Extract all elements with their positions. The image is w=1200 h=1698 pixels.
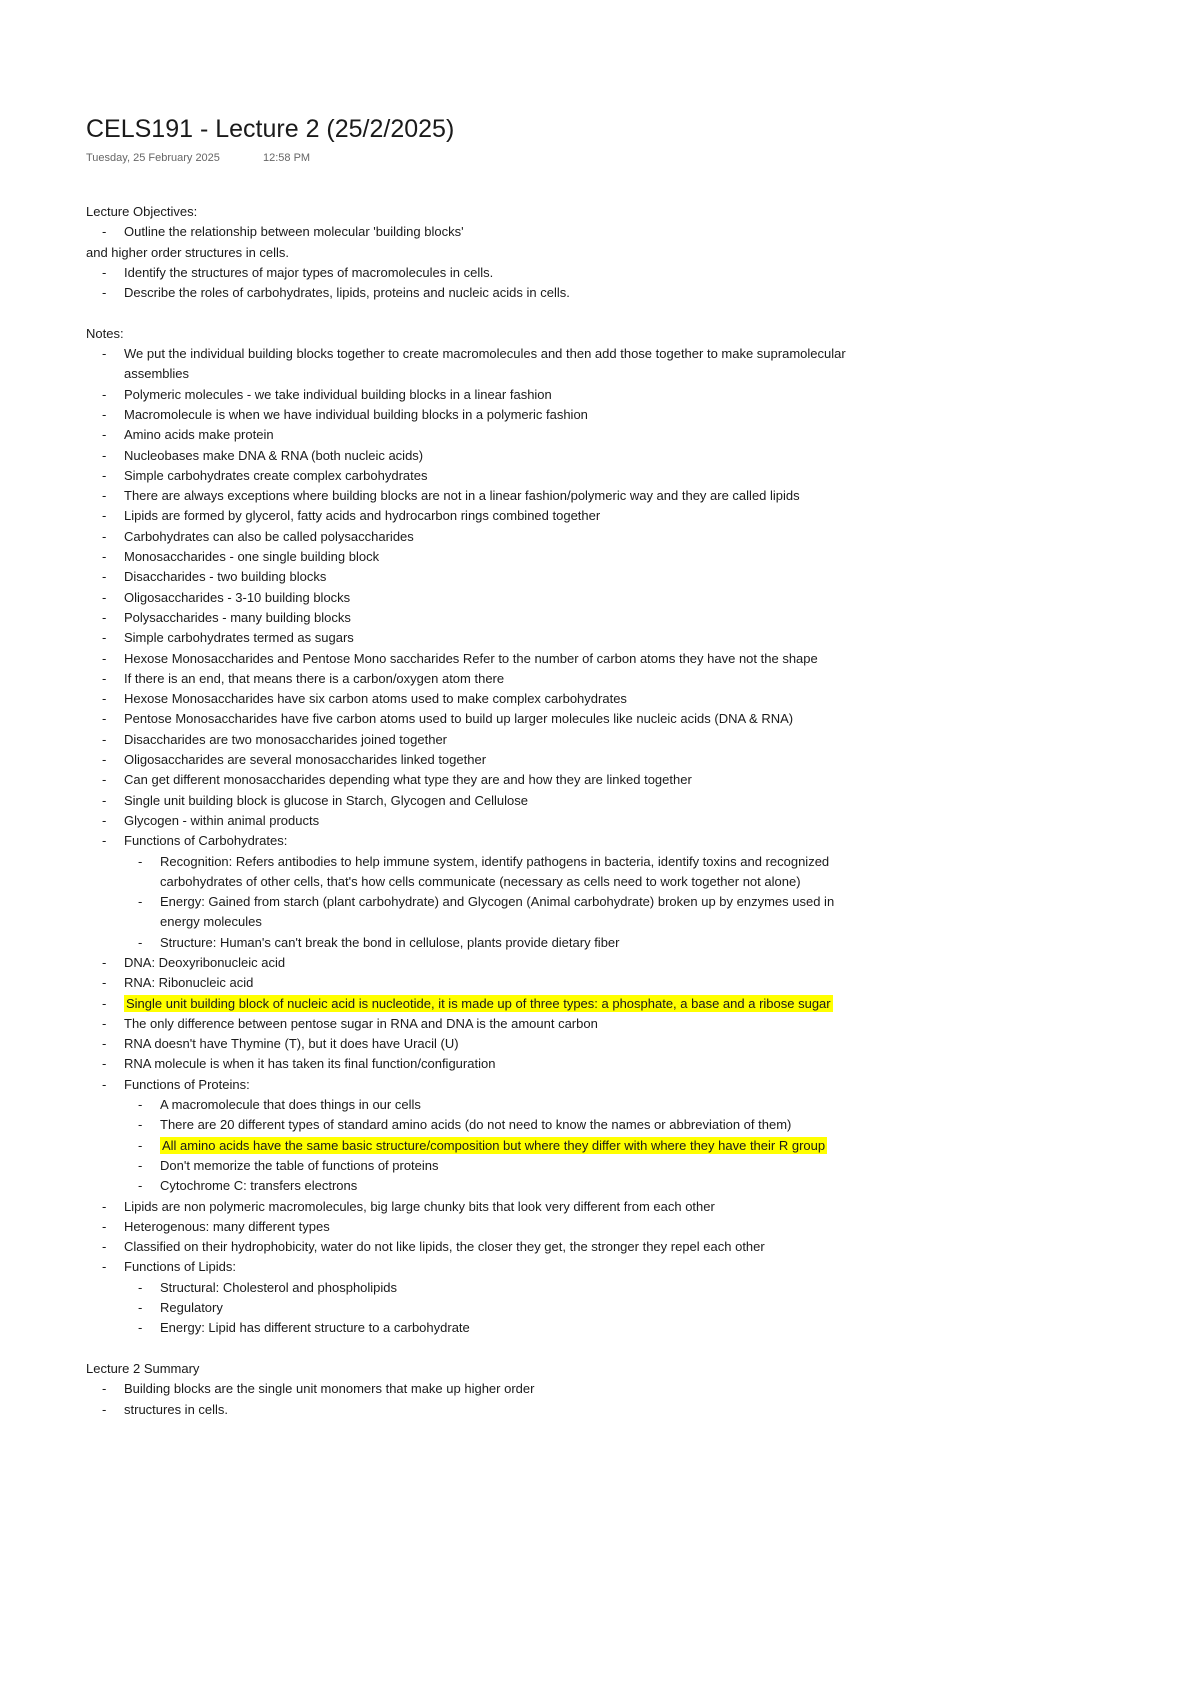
note-timestamp: [86, 152, 866, 168]
notes-list: [86, 344, 866, 851]
notes-list-3: [86, 1197, 866, 1278]
objectives-list: [86, 222, 866, 242]
list-item: - Single unit building block is glucose in Starch, Glycogen and Cellulose: [86, 791, 866, 811]
list-item: - The only difference between pentose sugar in RNA and DNA is the amount carbon: [86, 1014, 866, 1034]
list-item: - If there is an end, that means there is a carbon/oxygen atom there: [86, 669, 866, 689]
list-item: - Lipids are non polymeric macromolecules, big large chunky bits that look very different from each other: [86, 1197, 866, 1217]
list-item: - Carbohydrates can also be called polysaccharides: [86, 527, 866, 547]
note-time: 12:58 PM: [262, 152, 311, 164]
list-item: - We put the individual building blocks together to create macromolecules and then add those together to make supramolecular assemblies: [86, 344, 866, 385]
list-item: - Heterogenous: many different types: [86, 1217, 866, 1237]
carb-functions-list: [86, 852, 866, 953]
list-item-highlighted: [86, 994, 866, 1014]
list-item: - Don't memorize the table of functions of proteins: [86, 1156, 866, 1176]
list-item-highlighted: [86, 1136, 866, 1156]
list-item: - Outline the relationship between molecular 'building blocks': [86, 222, 866, 242]
list-item: - Pentose Monosaccharides have five carbon atoms used to build up larger molecules like nucleic acids (DNA & RNA): [86, 709, 866, 729]
list-item: - Polysaccharides - many building blocks: [86, 608, 866, 628]
summary-list: [86, 1379, 866, 1420]
list-item: - Identify the structures of major types of macromolecules in cells.: [86, 263, 866, 283]
notes-list-2: [86, 953, 866, 1095]
list-item: - DNA: Deoxyribonucleic acid: [86, 953, 866, 973]
objectives-list-2: [86, 263, 866, 304]
highlighted-text: All amino acids have the same basic structure/composition but where they differ with where they have their R group: [162, 1137, 826, 1153]
list-item: - Recognition: Refers antibodies to help immune system, identify pathogens in bacteria, identify toxins and recognized carbohydrates of other cells, that's how cells communicate (necessary as cells need to work together not alone): [86, 852, 866, 893]
list-item: - Hexose Monosaccharides have six carbon atoms used to make complex carbohydrates: [86, 689, 866, 709]
list-item: - Hexose Monosaccharides and Pentose Mono saccharides Refer to the number of carbon atoms they have not the shape: [86, 649, 866, 669]
list-item: - Energy: Gained from starch (plant carbohydrate) and Glycogen (Animal carbohydrate) broken up by enzymes used in energy molecules: [86, 892, 866, 933]
list-item: - Simple carbohydrates termed as sugars: [86, 628, 866, 648]
list-item: - Classified on their hydrophobicity, water do not like lipids, the closer they get, the stronger they repel each other: [86, 1237, 866, 1257]
list-item: - Nucleobases make DNA & RNA (both nucleic acids): [86, 446, 866, 466]
list-item: - Functions of Lipids:: [86, 1257, 866, 1277]
list-item: - Oligosaccharides are several monosaccharides linked together: [86, 750, 866, 770]
list-item: - Lipids are formed by glycerol, fatty acids and hydrocarbon rings combined together: [86, 506, 866, 526]
note-page: [86, 112, 866, 1420]
list-item: - Cytochrome C: transfers electrons: [86, 1176, 866, 1196]
highlighted-text: Single unit building block of nucleic acid is nucleotide, it is made up of three types: a phosphate, a base and a ribose sugar: [126, 995, 831, 1011]
list-item: - structures in cells.: [86, 1400, 866, 1420]
list-item: - Structure: Human's can't break the bond in cellulose, plants provide dietary fiber: [86, 933, 866, 953]
list-item: - Oligosaccharides - 3-10 building blocks: [86, 588, 866, 608]
list-item: - RNA molecule is when it has taken its final function/configuration: [86, 1054, 866, 1074]
lipid-functions-list: [86, 1278, 866, 1339]
list-item: - Energy: Lipid has different structure to a carbohydrate: [86, 1318, 866, 1338]
list-item: - Building blocks are the single unit monomers that make up higher order: [86, 1379, 866, 1399]
summary-heading: Lecture 2 Summary: [86, 1360, 200, 1376]
list-item: - A macromolecule that does things in our cells: [86, 1095, 866, 1115]
list-item: - Polymeric molecules - we take individual building blocks in a linear fashion: [86, 385, 866, 405]
list-item: - Disaccharides - two building blocks: [86, 567, 866, 587]
notes-heading: Notes:: [86, 325, 124, 341]
list-item: - Structural: Cholesterol and phospholipids: [86, 1278, 866, 1298]
note-date: Tuesday, 25 February 2025: [86, 152, 220, 164]
list-item: - Monosaccharides - one single building block: [86, 547, 866, 567]
list-item: - Regulatory: [86, 1298, 866, 1318]
list-item: - Can get different monosaccharides depending what type they are and how they are linked together: [86, 770, 866, 790]
protein-functions-list: [86, 1095, 866, 1196]
list-item: - Amino acids make protein: [86, 425, 866, 445]
list-item: - There are 20 different types of standard amino acids (do not need to know the names or abbreviation of them): [86, 1115, 866, 1135]
list-item: - Disaccharides are two monosaccharides joined together: [86, 730, 866, 750]
list-item: - There are always exceptions where building blocks are not in a linear fashion/polymeric way and they are called lipids: [86, 486, 866, 506]
list-item: - Simple carbohydrates create complex carbohydrates: [86, 466, 866, 486]
objectives-continuation: and higher order structures in cells.: [86, 244, 290, 260]
list-item: - Macromolecule is when we have individual building blocks in a polymeric fashion: [86, 405, 866, 425]
list-item: - RNA: Ribonucleic acid: [86, 973, 866, 993]
page-title: CELS191 - Lecture 2 (25/2/2025): [86, 115, 455, 143]
list-item: - Glycogen - within animal products: [86, 811, 866, 831]
list-item: - Describe the roles of carbohydrates, lipids, proteins and nucleic acids in cells.: [86, 283, 866, 303]
list-item: - Functions of Proteins:: [86, 1075, 866, 1095]
list-item: - Functions of Carbohydrates:: [86, 831, 866, 851]
note-body: [86, 202, 866, 1420]
list-item: - RNA doesn't have Thymine (T), but it does have Uracil (U): [86, 1034, 866, 1054]
objectives-heading: Lecture Objectives:: [86, 204, 198, 219]
